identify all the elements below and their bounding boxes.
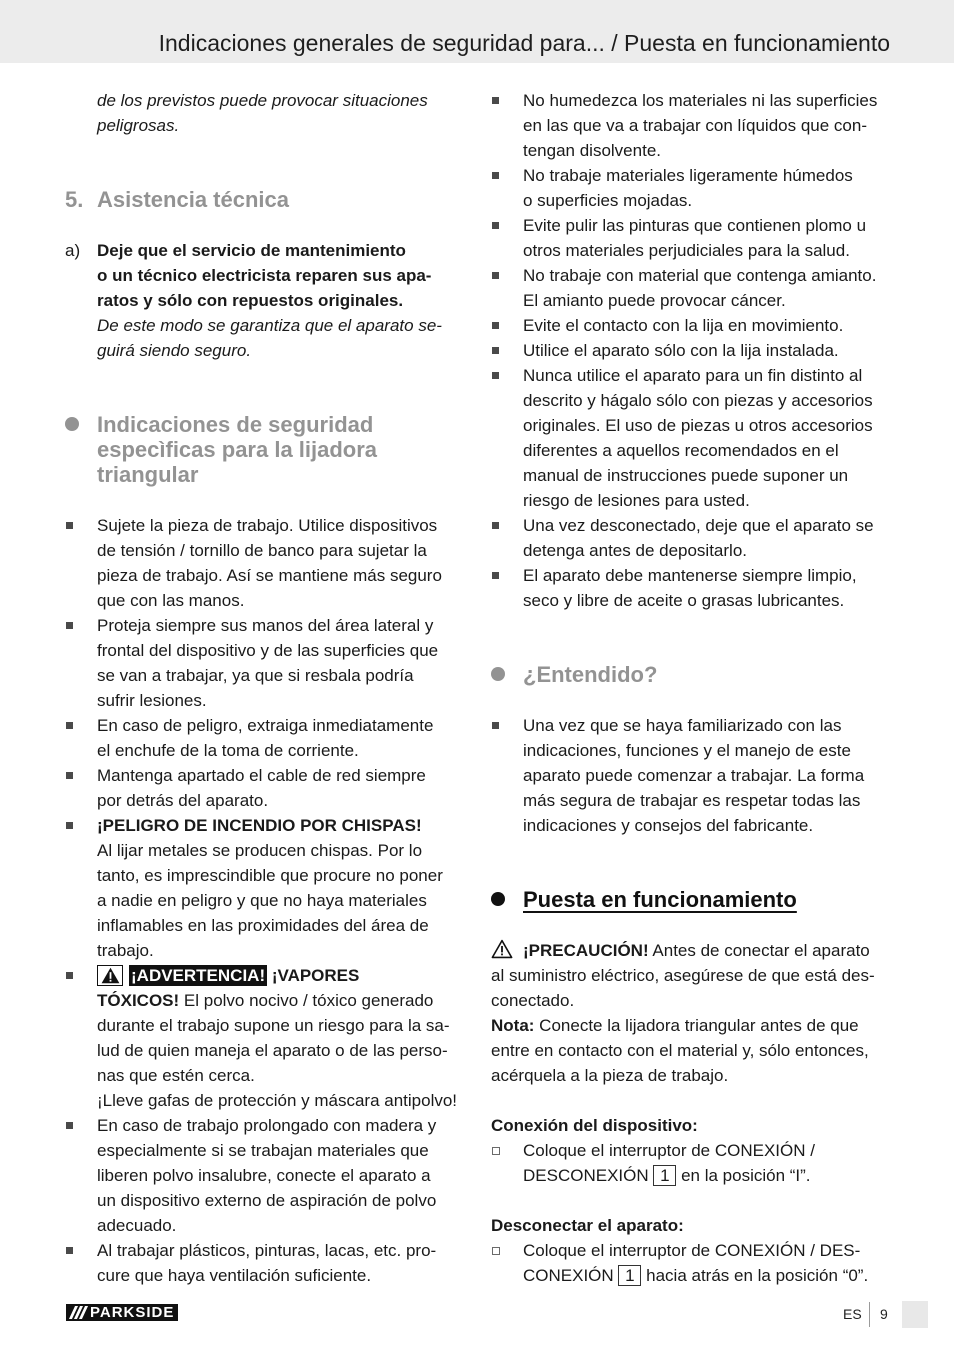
text-line [97,938,463,963]
text-line [523,763,889,788]
warning-label: ¡ADVERTENCIA! [131,965,266,985]
section-heading-lijadora-triangular [65,412,463,487]
text-segment: Asistencia técnica [97,186,289,212]
text-segment: de tensión / tornillo de banco para sujetar la [97,540,427,560]
list-item [65,763,463,813]
square-bullet-icon [492,97,499,104]
text-segment: ¡Lleve gafas de protección y máscara antipolvo! [97,1090,458,1110]
text-line [523,513,889,538]
list-item [491,563,889,613]
text-segment: Desconectar el aparato: [491,1215,684,1235]
text-line [97,663,463,688]
text-line [97,613,463,638]
text-line [491,1013,889,1038]
text-line [97,1138,463,1163]
text-segment: de los previstos puede provocar situaciones [97,90,428,110]
list-item [491,713,889,838]
text-line [523,388,889,413]
square-bullet-icon [66,822,73,829]
brand-name: PARKSIDE [90,1304,175,1321]
list-item-toxic-vapours [65,963,463,1113]
component-number-box: 1 [653,1165,676,1186]
text-segment: indicaciones, funciones y el manejo de este [523,740,851,760]
text-line [491,1213,889,1238]
text-line [97,437,463,462]
text-segment: triangular [97,461,199,487]
square-bullet-icon [66,1247,73,1254]
text-segment: Nunca utilice el aparato para un fin distinto al [523,365,863,385]
list-item-a [65,238,463,363]
caution-triangle-shape [491,939,513,959]
text-line [523,1138,889,1163]
text-segment: detenga antes de depositarlo. [523,540,748,560]
text-segment: sufrir lesiones. [97,690,207,710]
square-bullet-icon [492,722,499,729]
square-bullet-icon [66,522,73,529]
right-column [491,88,889,1288]
text-segment: Evite el contacto con la lija en movimiento. [523,315,844,335]
text-segment: De este modo se garantiza que el aparato se- [97,315,442,335]
subheading-desconectar [491,1213,889,1238]
text-line [523,413,889,438]
square-bullet-icon [66,772,73,779]
subheading-conexion [491,1113,889,1138]
square-bullet-icon [492,522,499,529]
instruction-step [491,1138,889,1188]
text-line [491,1113,889,1138]
text-line [97,988,463,1013]
text-segment: hacia atrás en la posición “0”. [641,1265,869,1285]
text-segment: en la posición “I”. [676,1165,811,1185]
text-segment: otros materiales perjudiciales para la salud. [523,240,850,260]
text-segment: especìficas para la lijadora [97,436,378,462]
text-segment: Proteja siempre sus manos del área lateral y [97,615,434,635]
text-line [97,888,463,913]
list-marker: 5. [65,186,84,212]
text-line [97,538,463,563]
text-segment: Antes de conectar el aparato [648,940,870,960]
text-line [523,363,889,388]
text-line [523,563,889,588]
text-segment: aparato puede comenzar a trabajar. La forma [523,765,865,785]
text-line [97,863,463,888]
text-segment: frontal del dispositivo y de las superficies que [97,640,439,660]
text-line [523,213,889,238]
list-item [491,163,889,213]
circle-bullet-icon [65,417,79,431]
square-bullet-icon [66,722,73,729]
text-segment: manual de instrucciones puede suponer un [523,465,849,485]
text-segment: ratos y sólo con repuestos originales. [97,290,404,310]
left-column [65,88,463,1288]
square-bullet-icon [492,322,499,329]
text-line [97,738,463,763]
parkside-logo [66,1304,178,1321]
text-line [491,988,889,1013]
square-bullet-icon [66,1122,73,1129]
text-segment: El polvo nocivo / tóxico generado [179,990,434,1010]
section-heading-entendido [491,662,889,687]
instruction-step [491,1238,889,1288]
text-line [97,462,463,487]
text-line [523,288,889,313]
text-segment: especialmente si se trabajan materiales que [97,1140,429,1160]
square-bullet-icon [66,972,73,979]
text-segment: Coloque el interruptor de CONEXIÓN / [523,1140,815,1160]
square-bullet-icon [492,347,499,354]
footer-divider [869,1302,870,1327]
text-line [97,563,463,588]
text-line [97,1213,463,1238]
text-line [97,763,463,788]
square-bullet-icon [492,272,499,279]
list-item [491,363,889,513]
text-line [523,1163,889,1188]
text-segment: El aparato debe mantenerse siempre limpio, [523,565,857,585]
square-bullet-icon [492,222,499,229]
text-segment: Puesta en funcionamiento [523,886,797,912]
text-segment: DESCONEXIÓN [523,1165,654,1185]
text-segment: acérquela a la pieza de trabajo. [491,1065,729,1085]
list-item [491,213,889,263]
text-segment: Coloque el interruptor de CONEXIÓN / DES- [523,1240,861,1260]
text-line [97,263,463,288]
list-item [65,613,463,713]
continuation-paragraph [65,88,463,138]
text-segment: o superficies mojadas. [523,190,693,210]
text-segment: más segura de trabajar es respetar todas las [523,790,861,810]
text-line [523,338,889,363]
text-segment: indicaciones y consejos del fabricante. [523,815,814,835]
text-segment: No humedezca los materiales ni las superficies [523,90,878,110]
text-segment: originales. El uso de piezas u otros accesorios [523,415,873,435]
text-segment: entre en contacto con el material y, sólo entonces, [491,1040,869,1060]
text-line [97,412,463,437]
text-segment: ¡VAPORES [267,965,360,985]
list-item [65,513,463,613]
logo-stripes-icon [70,1304,88,1321]
text-line [491,1038,889,1063]
text-line [97,1013,463,1038]
text-line [523,813,889,838]
caution-triangle-icon [491,939,513,959]
text-segment: lud de quien maneja el aparato o de las perso- [97,1040,448,1060]
text-segment: diferentes a aquellos recomendados en el [523,440,839,460]
text-line [523,88,889,113]
text-segment: tanto, es imprescindible que procure no poner [97,865,443,885]
list-item [491,313,889,338]
warning-triangle-icon [97,965,123,986]
list-item [65,1113,463,1238]
circle-bullet-icon [491,667,505,681]
list-item [491,338,889,363]
note-paragraph [491,1013,889,1088]
text-line [97,713,463,738]
text-segment: El amianto puede provocar cáncer. [523,290,786,310]
text-line [97,113,463,138]
text-line [97,238,463,263]
text-segment: CONEXIÓN [523,1265,619,1285]
section-heading-asistencia-tecnica [65,187,463,212]
text-segment: Al trabajar plásticos, pinturas, lacas, etc. pro- [97,1240,437,1260]
component-number-box: 1 [618,1265,641,1286]
square-bullet-icon [492,172,499,179]
text-segment: TÓXICOS! [97,990,180,1010]
text-segment: el enchufe de la toma de corriente. [97,740,359,760]
text-segment: riesgo de lesiones para usted. [523,490,750,510]
text-line [97,1238,463,1263]
text-segment: que con las manos. [97,590,245,610]
text-line [97,963,463,988]
text-line [523,463,889,488]
text-segment: Evite pulir las pinturas que contienen plomo u [523,215,867,235]
text-segment: En caso de trabajo prolongado con madera y [97,1115,437,1135]
hollow-square-bullet-icon [492,1247,500,1255]
list-item-fire-hazard [65,813,463,963]
list-item [65,1238,463,1288]
text-line [97,313,463,338]
text-segment: Deje que el servicio de mantenimiento [97,240,406,260]
text-line [97,1038,463,1063]
text-line [523,538,889,563]
warning-triangle-shape [101,967,120,984]
text-line [97,1063,463,1088]
text-segment: a nadie en peligro y que no haya materiales [97,890,427,910]
text-line [97,588,463,613]
text-line [97,288,463,313]
text-line [523,887,889,912]
caution-paragraph [491,938,889,1013]
text-line [97,788,463,813]
text-segment: peligrosas. [97,115,180,135]
text-segment: Indicaciones de seguridad [97,411,374,437]
text-line [523,188,889,213]
section-heading-puesta-en-funcionamiento [491,887,889,912]
text-line [97,688,463,713]
text-line [97,638,463,663]
square-bullet-icon [66,622,73,629]
text-segment: adecuado. [97,1215,177,1235]
text-segment: tengan disolvente. [523,140,661,160]
list-item [491,88,889,163]
text-segment: Conexión del dispositivo: [491,1115,698,1135]
text-segment: No trabaje con material que contenga amianto. [523,265,877,285]
text-segment: No trabaje materiales ligeramente húmedos [523,165,853,185]
text-segment: Utilice el aparato sólo con la lija instalada. [523,340,839,360]
text-line [523,713,889,738]
square-bullet-icon [492,372,499,379]
language-code: ES [843,1306,862,1322]
list-item [65,713,463,763]
text-line [523,138,889,163]
text-segment: por detrás del aparato. [97,790,269,810]
text-segment: un dispositivo externo de aspiración de polvo [97,1190,437,1210]
text-segment: inflamables en las proximidades del área de [97,915,429,935]
square-bullet-icon [492,572,499,579]
text-segment: liberen polvo insalubre, conecte el aparato a [97,1165,431,1185]
text-segment: cure que haya ventilación suficiente. [97,1265,372,1285]
header-band [0,0,954,63]
list-marker: a) [65,240,81,260]
text-line [491,963,889,988]
text-segment: En caso de peligro, extraiga inmediatamente [97,715,434,735]
text-segment: descrito y hágalo sólo con piezas y accesorios [523,390,873,410]
text-line [523,588,889,613]
text-line [97,187,463,212]
text-line [523,1263,889,1288]
list-item [491,513,889,563]
text-line [491,1063,889,1088]
text-line [97,838,463,863]
text-line [523,263,889,288]
text-segment: guirá siendo seguro. [97,340,252,360]
text-segment: conectado. [491,990,575,1010]
page-tab-marker [902,1301,928,1328]
text-line [97,1263,463,1288]
text-segment: Una vez desconectado, deje que el aparato se [523,515,874,535]
text-line [523,788,889,813]
text-segment: Conecte la lijadora triangular antes de que [534,1015,859,1035]
text-line [523,113,889,138]
text-segment: Al lijar metales se producen chispas. Por lo [97,840,423,860]
text-line [97,1088,463,1113]
text-segment: Sujete la pieza de trabajo. Utilice dispositivos [97,515,438,535]
text-segment: durante el trabajo supone un riesgo para la sa- [97,1015,450,1035]
text-segment: seco y libre de aceite o grasas lubricantes. [523,590,845,610]
text-segment: al suministro eléctrico, asegúrese de que está des- [491,965,875,985]
text-segment: o un técnico electricista reparen sus apa- [97,265,432,285]
text-segment: Una vez que se haya familiarizado con las [523,715,842,735]
text-segment: ¡PELIGRO DE INCENDIO POR CHISPAS! [97,815,422,835]
text-line [523,662,889,687]
text-line [523,438,889,463]
text-segment: pieza de trabajo. Así se mantiene más seguro [97,565,442,585]
text-line [491,938,889,963]
text-segment: nas que estén cerca. [97,1065,255,1085]
text-segment: Mantenga apartado el cable de red siempre [97,765,426,785]
text-segment: se van a trabajar, ya que si resbala podría [97,665,414,685]
text-line [97,513,463,538]
text-line [97,88,463,113]
text-line [523,738,889,763]
text-line [523,163,889,188]
page-number: 9 [880,1306,888,1322]
text-line [97,913,463,938]
text-segment: Nota: [491,1015,535,1035]
text-segment: en las que va a trabajar con líquidos que con- [523,115,868,135]
text-line [97,813,463,838]
text-line [523,488,889,513]
text-segment: ¡PRECAUCIÓN! [523,940,649,960]
text-segment: trabajo. [97,940,154,960]
list-item [491,263,889,313]
hollow-square-bullet-icon [492,1147,500,1155]
text-line [523,313,889,338]
text-segment: ¿Entendido? [523,661,658,687]
text-line [523,1238,889,1263]
text-line [97,1188,463,1213]
text-line [97,1163,463,1188]
page-title: Indicaciones generales de seguridad para... / Puesta en funcionamiento [158,30,890,56]
text-line [523,238,889,263]
text-line [97,338,463,363]
text-line [97,1113,463,1138]
circle-bullet-icon [491,892,505,906]
